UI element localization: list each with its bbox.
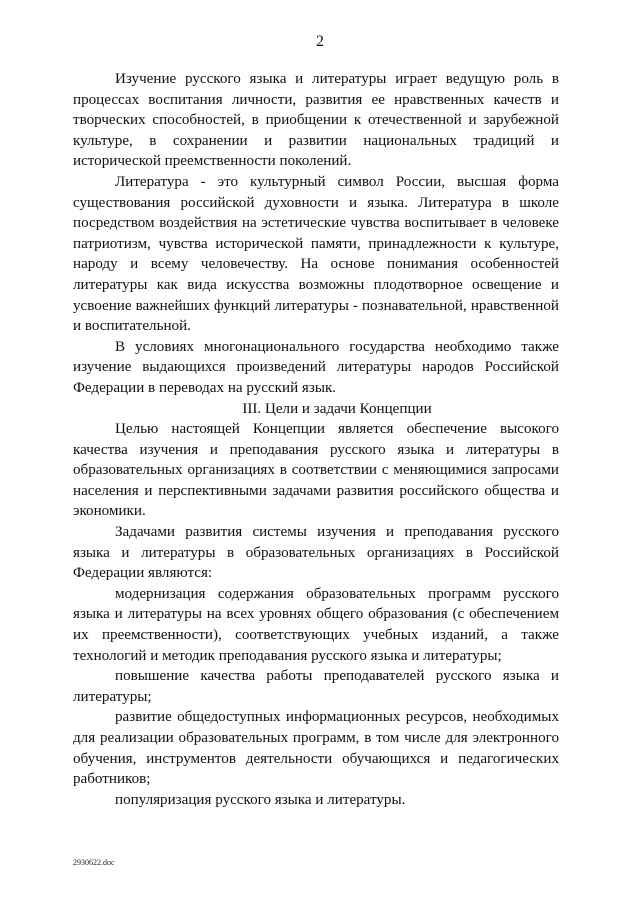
task-item-modernization: модернизация содержания образовательных программ русского языка и литературы на всех уровнях общего образования (с обеспечением их преемственности), соответствующих учебных изданий, а также технологий и методик преподавания русского языка и литературы; [73,585,559,664]
section-heading: III. Цели и задачи Концепции [242,400,432,417]
paragraph-goal: Целью настоящей Концепции является обеспечение высокого качества изучения и преподавания русского языка и литературы в образовательных организациях в соответствии с меняющимися запросами населения и перспективными задачами развития российского общества и экономики. [73,421,559,520]
paragraph-multinational-state: В условиях многонационального государства необходимо также изучение выдающихся произведений литературы народов Российской Федерации в переводах на русский язык. [73,338,559,396]
document-body [73,69,559,810]
task-item-information-resources: развитие общедоступных информационных ресурсов, необходимых для реализации образовательных программ, в том числе для электронного обучения, инструментов деятельности обучающихся и педагогических работников; [73,709,559,788]
paragraph-literature-symbol: Литература - это культурный символ России, высшая форма существования российской духовности и языка. Литература в школе посредством воздействия на эстетические чувства воспитывает в человеке патриотизм, чувства исторической памяти, принадлежности к культуре, народу и всему человечеству. На основе понимания особенностей литературы как вида искусства возможны плодотворное освещение и усвоение важнейших функций литературы - познавательной, нравственной и воспитательной. [73,173,559,335]
document-file-code: 2930622.doc [73,858,115,867]
paragraph-tasks-intro: Задачами развития системы изучения и преподавания русского языка и литературы в образовательных организациях в Российской Федерации являются: [73,524,559,582]
paragraph-role-of-language: Изучение русского языка и литературы играет ведущую роль в процессах воспитания личности, развития ее нравственных качеств и творческих способностей, в приобщении к отечественной и зарубежной культуре, в сохранении и развитии национальных традиций и исторической преемственности поколений. [73,71,559,170]
page-number: 2 [316,33,324,50]
task-item-popularization: популяризация русского языка и литературы. [115,791,406,808]
task-item-teacher-quality: повышение качества работы преподавателей русского языка и литературы; [73,668,559,705]
